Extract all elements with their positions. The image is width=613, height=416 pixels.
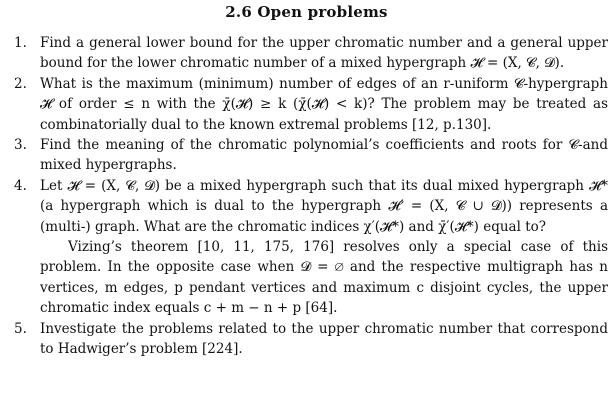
problem-text: What is the maximum (minimum) number of edges of an r-uniform 𝓒-hypergraph 𝓗 of order ≤ n with the χ̄(𝓗) ≥ k (χ̄(𝓗) < k)? The problem may be treated as combinatorially dual to the known extremal problems [12, p.130]. — [40, 75, 608, 133]
problem-number: 4. — [14, 177, 27, 194]
problem-text: Find a general lower bound for the upper chromatic number and a general upper bound for the lower chromatic number of a mixed hypergraph 𝓗 = (X, 𝓒, 𝓓). — [40, 35, 608, 72]
problem-item-4 — [8, 176, 608, 319]
problem-item-5 — [8, 319, 608, 360]
open-problems-list — [8, 33, 608, 360]
problem-item-2 — [8, 74, 608, 135]
problem-text: Investigate the problems related to the upper chromatic number that correspond to Hadwiger’s problem [224]. — [40, 320, 608, 358]
problem-number: 2. — [14, 75, 27, 92]
section-title: 2.6 Open problems — [225, 3, 388, 21]
problem-number: 5. — [14, 320, 27, 337]
problem-item-1 — [8, 33, 608, 74]
problem-number: 3. — [14, 137, 27, 154]
problem-text: Let 𝓗 = (X, 𝓒, 𝓓) be a mixed hypergraph such that its dual mixed hypergraph 𝓗* (a hypergraph which is dual to the hypergraph 𝓗′ = (X, 𝓒 ∪ 𝓓)) represents a (multi-) graph. What are the chromatic indices χ′(𝓗*) and χ̄′(𝓗*) equal to? — [40, 177, 608, 235]
problem-text: Find the meaning of the chromatic polynomial’s coefficients and roots for 𝓒-and mixed hypergraphs. — [40, 137, 608, 174]
problem-item-3 — [8, 135, 608, 176]
problem-number: 1. — [14, 35, 27, 51]
problem-continuation-text: Vizing’s theorem [10, 11, 175, 176] resolves only a special case of this problem. In the opposite case when 𝓓 = ∅ and the respective multigraph has n vertices, m edges, p pendant vertices and maximum c disjoint cycles, the upper chromatic index equals c + m − n + p [64]. — [40, 239, 608, 317]
